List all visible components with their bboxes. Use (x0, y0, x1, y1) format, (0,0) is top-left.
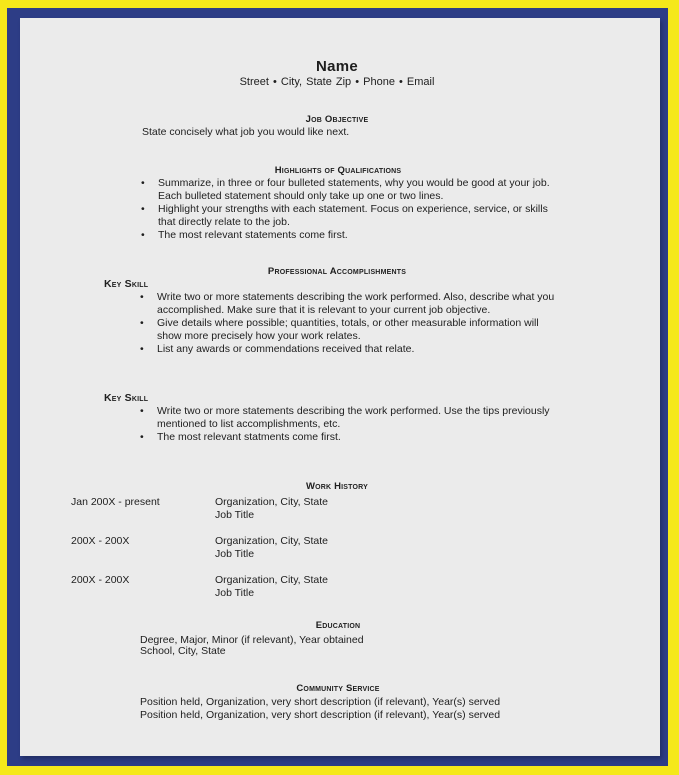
work-dates: 200X - 200X (71, 574, 130, 586)
highlights-list (141, 177, 550, 242)
community-line: Position held, Organization, very short description (if relevant), Year(s) served (140, 696, 501, 708)
list-item: • Write two or more statements describing the work performed. Use the tips previously mentioned to list accomplishments, etc. (140, 405, 550, 430)
bullet-icon: • (140, 317, 144, 329)
work-dates: 200X - 200X (71, 535, 130, 547)
list-item: • The most relevant statments come first. (140, 431, 341, 443)
list-item: • Summarize, in three or four bulleted statements, why you would be good at your job. Each bulleted statement should only take up one or two lines. (141, 177, 550, 202)
work-organization: Organization, City, State (215, 535, 329, 547)
list-item: • Highlight your strengths with each statement. Focus on experience, service, or skills that directly relate to the job. (141, 203, 548, 228)
work-job-title: Job Title (215, 587, 255, 599)
bullet-icon: • (141, 177, 145, 189)
resume-page (20, 18, 660, 756)
key-skill-list (140, 405, 550, 444)
resume-name: Name (315, 58, 359, 75)
work-job-title: Job Title (215, 509, 255, 521)
section-title-accomplishments: Professional Accomplishments (267, 266, 407, 277)
work-dates: Jan 200X - present (71, 496, 160, 508)
education-degree: Degree, Major, Minor (if relevant), Year obtained (140, 634, 364, 646)
bullet-icon: • (141, 229, 145, 241)
section-title-community-service: Community Service (296, 683, 380, 694)
work-job-title: Job Title (215, 548, 255, 560)
work-organization: Organization, City, State (215, 496, 329, 508)
key-skill-label: Key Skill (104, 392, 149, 404)
contact-line: Street • City, State Zip • Phone • Email (239, 76, 435, 88)
key-skill-list (140, 291, 555, 356)
list-item: • The most relevant statements come first. (141, 229, 348, 241)
bullet-icon: • (140, 343, 144, 355)
bullet-icon: • (140, 291, 144, 303)
section-title-work-history: Work History (305, 481, 369, 492)
bullet-icon: • (140, 405, 144, 417)
section-title-job-objective: Job Objective (305, 114, 369, 125)
bullet-icon: • (140, 431, 144, 443)
community-line: Position held, Organization, very short description (if relevant), Year(s) served (140, 709, 501, 721)
list-item: • Write two or more statements describing the work performed. Also, describe what you accomplished. Make sure that it is relevant to your current job objective. (140, 291, 555, 316)
key-skill-label: Key Skill (104, 278, 149, 290)
work-organization: Organization, City, State (215, 574, 329, 586)
section-title-education: Education (315, 620, 361, 631)
education-school: School, City, State (140, 645, 226, 657)
bullet-icon: • (141, 203, 145, 215)
list-item: • List any awards or commendations received that relate. (140, 343, 415, 355)
job-objective-text: State concisely what job you would like next. (142, 126, 350, 138)
section-title-highlights: Highlights of Qualifications (274, 165, 402, 176)
list-item: • Give details where possible; quantities, totals, or other measurable information will show more precisely how your work relates. (140, 317, 539, 342)
